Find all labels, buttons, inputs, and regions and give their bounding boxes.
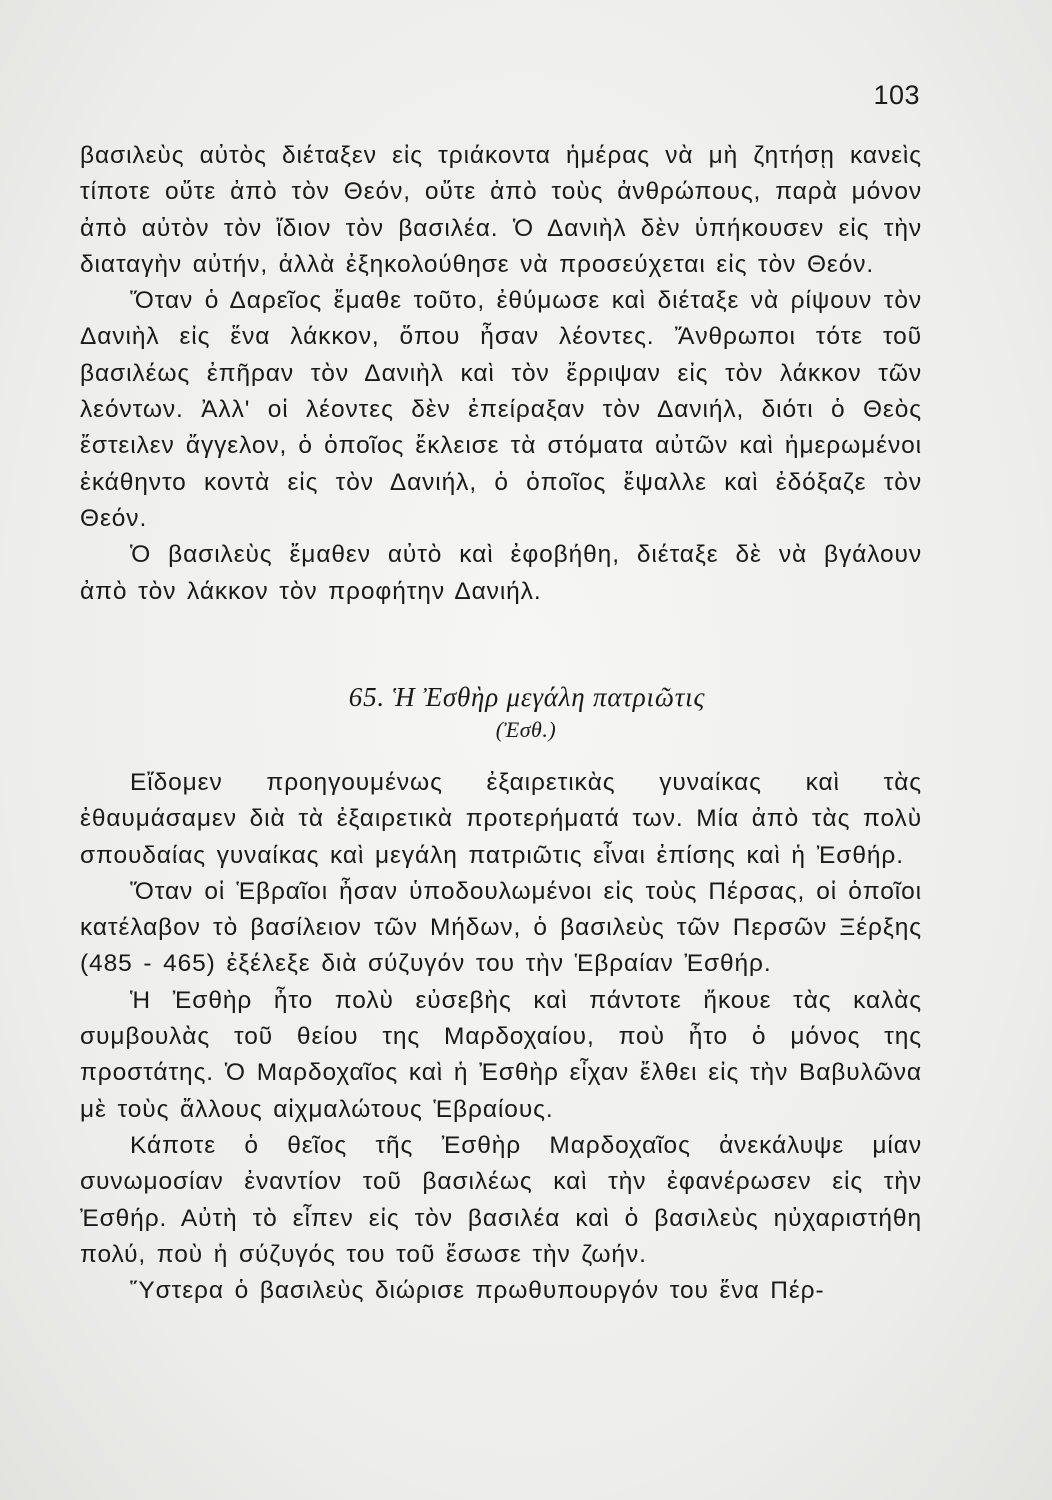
paragraph: Εἴδομεν προηγουμένως ἐξαιρετικὰς γυναίκας καὶ τὰς ἐθαυμάσαμεν διὰ τὰ ἐξαιρετικὰ προτερήματά των. Μία ἀπὸ τὰς πολὺ σπουδαίας γυναίκας καὶ μεγάλη πατριῶτις εἶναι ἐπίσης καὶ ἡ Ἐσθήρ. — [80, 769, 922, 869]
paragraph: Ἡ Ἐσθὴρ ἦτο πολὺ εὐσεβὴς καὶ πάντοτε ἤκουε τὰς καλὰς συμβουλὰς τοῦ θείου της Μαρδοχαίου, ποὺ ἦτο ὁ μόνος της προστάτης. Ὁ Μαρδοχαῖος καὶ ἡ Ἐσθὴρ εἶχαν ἔλθει εἰς τὴν Βαβυλῶνα μὲ τοὺς ἄλλους αἰχμαλώτους Ἑβραίους. — [80, 986, 922, 1123]
page-number: 103 — [873, 80, 920, 110]
paragraph: Ὁ βασιλεὺς ἔμαθεν αὐτὸ καὶ ἐφοβήθη, διέταξε δὲ νὰ βγάλουν ἀπὸ τὸν λάκκον τὸν προφήτην Δανιήλ. — [80, 541, 922, 605]
text-block-before-chapter — [80, 138, 922, 610]
paragraph: βασιλεὺς αὐτὸς διέταξεν εἰς τριάκοντα ἡμέρας νὰ μὴ ζητήσῃ κανεὶς τίποτε οὔτε ἀπὸ τὸν Θεόν, οὔτε ἀπὸ τοὺς ἀνθρώπους, παρὰ μόνον ἀπὸ αὐτὸν τὸν ἴδιον τὸν βασιλέα. Ὁ Δανιὴλ δὲν ὑπήκουσεν εἰς τὴν διαταγὴν αὐτήν, ἀλλὰ ἐξηκολούθησε νὰ προσεύχεται εἰς τὸν Θεόν. — [80, 142, 922, 278]
chapter-reference: (Ἐσθ.) — [495, 717, 557, 742]
paragraph: Ὅταν οἱ Ἑβραῖοι ἦσαν ὑποδουλωμένοι εἰς τοὺς Πέρσας, οἱ ὁποῖοι κατέλαβον τὸ βασίλειον τῶν Μήδων, ὁ βασιλεὺς τῶν Περσῶν Ξέρξης (485 - 465) ἐξέλεξε διὰ σύζυγόν του τὴν Ἑβραίαν Ἐσθήρ. — [80, 877, 922, 978]
paragraph: Ὕστερα ὁ βασιλεὺς διώρισε πρωθυπουργόν του ἕνα Πέρ- — [130, 1277, 825, 1305]
chapter-title: 65. Ἡ Ἐσθὴρ μεγάλη πατριῶτις — [348, 682, 706, 712]
text-block-chapter-body — [80, 765, 922, 1309]
chapter-heading — [0, 682, 1052, 743]
paragraph: Κάποτε ὁ θεῖος τῆς Ἐσθὴρ Μαρδοχαῖος ἀνεκάλυψε μίαν συνωμοσίαν ἐναντίον τοῦ βασιλέως καὶ τὴν ἐφανέρωσεν εἰς τὴν Ἐσθήρ. Αὐτὴ τὸ εἶπεν εἰς τὸν βασιλέα καὶ ὁ βασιλεὺς ηὐχαριστήθη πολύ, ποὺ ἡ σύζυγός του τοῦ ἔσωσε τὴν ζωήν. — [80, 1131, 922, 1268]
paragraph: Ὅταν ὁ Δαρεῖος ἔμαθε τοῦτο, ἐθύμωσε καὶ διέταξε νὰ ρίψουν τὸν Δανιὴλ εἰς ἕνα λάκκον, ὅπου ἦσαν λέοντες. Ἄνθρωποι τότε τοῦ βασιλέως ἐπῆραν τὸν Δανιὴλ καὶ τὸν ἔρριψαν εἰς τὸν λάκκον τῶν λεόντων. Ἀλλ' οἱ λέοντες δὲν ἐπείραξαν τὸν Δανιήλ, διότι ὁ Θεὸς ἔστειλεν ἄγγελον, ὁ ὁποῖος ἔκλεισε τὰ στόματα αὐτῶν καὶ ἡμερωμένοι ἐκάθηντο κοντὰ εἰς τὸν Δανιήλ, ὁ ὁποῖος ἔψαλλε καὶ ἐδόξαζε τὸν Θεόν. — [80, 287, 922, 532]
